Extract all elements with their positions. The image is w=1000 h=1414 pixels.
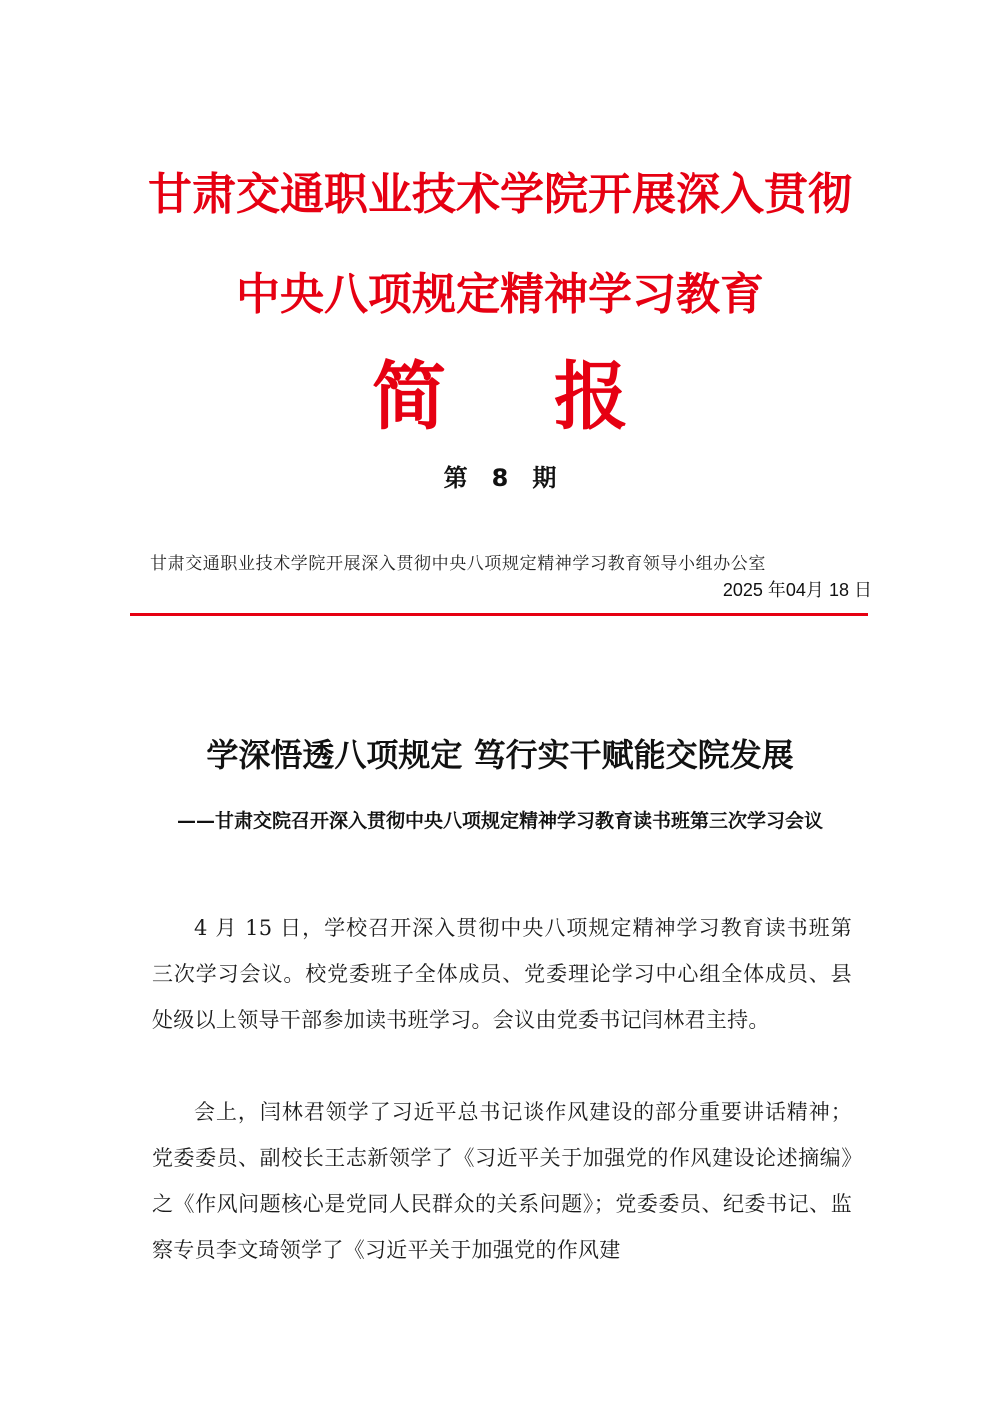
brief-title-char-1: 简: [372, 354, 446, 440]
date-year: 2025: [722, 580, 763, 600]
date-day-unit: 日: [854, 580, 872, 600]
date-day: 18: [828, 580, 849, 600]
headline-line-1: 甘肃交通职业技术学院开展深入贯彻: [148, 169, 852, 220]
issue-date: [723, 576, 872, 602]
body-paragraph-2: 会上，闫林君领学了习近平总书记谈作风建设的部分重要讲话精神；党委委员、副校长王志新领学了《习近平关于加强党的作风建设论述摘编》之《作风问题核心是党同人民群众的关系问题》；党委委员、纪委书记、监察专员李文琦领学了《习近平关于加强党的作风建: [152, 1100, 852, 1262]
issue-prefix: 第: [443, 464, 468, 492]
brief-title: [0, 338, 1000, 444]
article-title: 学深悟透八项规定 笃行实干赋能交院发展: [206, 736, 794, 774]
brief-title-char-2: 报: [554, 354, 628, 440]
body-paragraph-1: 4 月 15 日，学校召开深入贯彻中央八项规定精神学习教育读书班第三次学习会议。校党委班子全体成员、党委理论学习中心组全体成员、县处级以上领导干部参加读书班学习。会议由党委书记闫林君主持。: [152, 916, 852, 1032]
article-subtitle: ——甘肃交院召开深入贯彻中央八项规定精神学习教育读书班第三次学习会议: [176, 810, 823, 832]
date-month: 年04月: [767, 580, 824, 600]
headline-line-2: 中央八项规定精神学习教育: [236, 269, 764, 320]
issue-number: 8: [491, 464, 509, 492]
issue-number-line: [0, 458, 1000, 493]
red-divider-rule: [130, 613, 868, 616]
issue-suffix: 期: [532, 464, 557, 492]
issuing-office: 甘肃交通职业技术学院开展深入贯彻中央八项规定精神学习教育领导小组办公室: [150, 554, 766, 574]
